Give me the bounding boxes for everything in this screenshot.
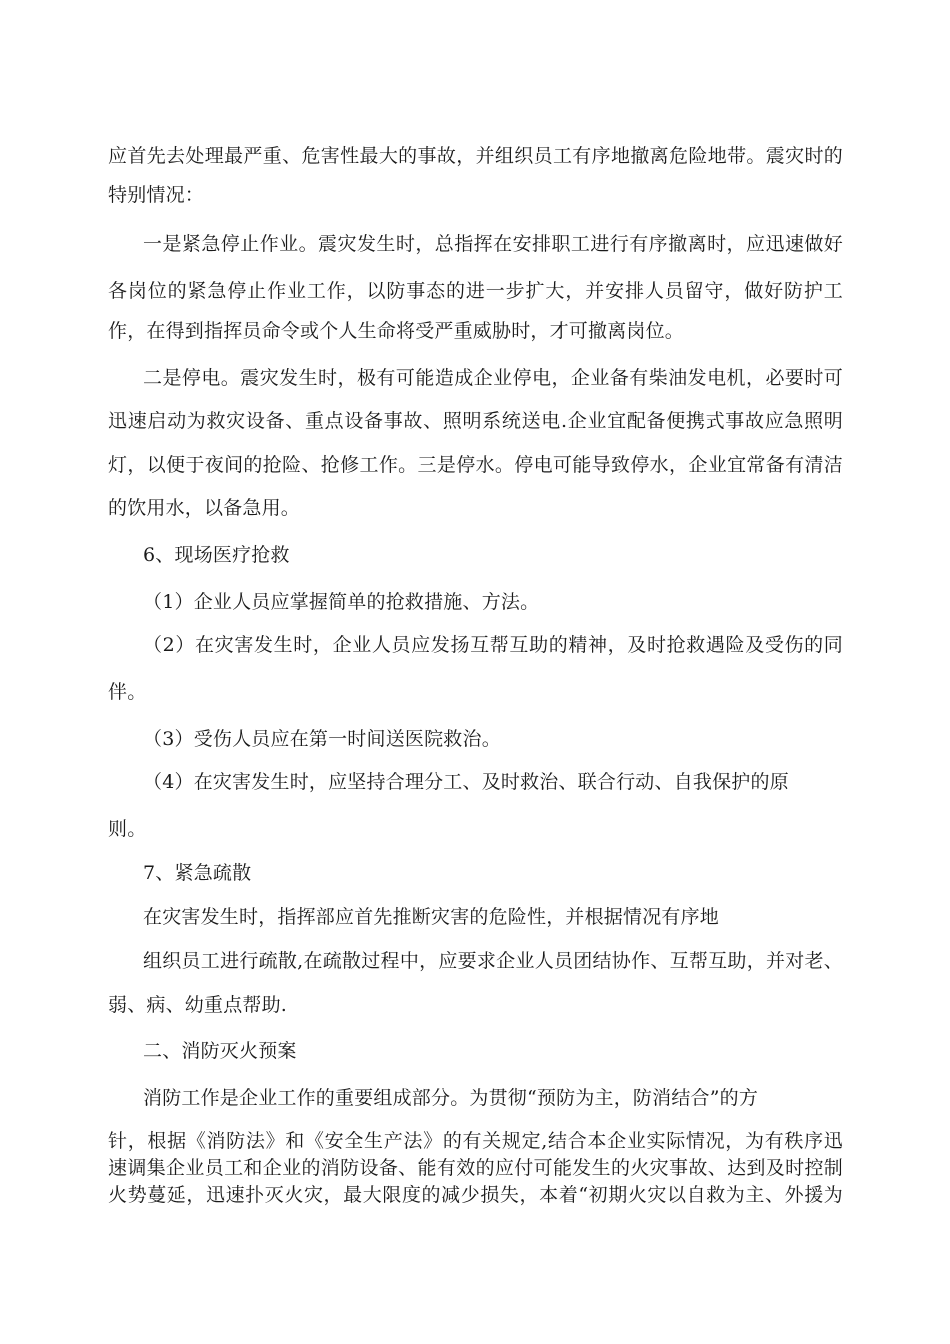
paragraph-emergency-stop-line-2: 各岗位的紧急停止作业工作，以防事态的进一步扩大，并安排人员留守，做好防护工 <box>108 280 843 302</box>
list-item-2-line-1: （2）在灾害发生时，企业人员应发扬互帮互助的精神，及时抢救遇险及受伤的同 <box>143 634 843 656</box>
paragraph-fire-line-4: 火势蔓延，迅速扑灭火灾，最大限度的减少损失，本着“初期火灾以自救为主、外援为 <box>108 1184 843 1206</box>
list-item-4-line-2: 则。 <box>108 818 147 840</box>
paragraph-power-outage-line-4: 的饮用水，以备急用。 <box>108 497 301 519</box>
paragraph-evacuation-line-1: 在灾害发生时，指挥部应首先推断灾害的危险性，并根据情况有序地 <box>143 906 720 928</box>
body-line-1: 应首先去处理最严重、危害性最大的事故，并组织员工有序地撤离危险地带。震灾时的 <box>108 145 843 167</box>
paragraph-emergency-stop-line-3: 作，在得到指挥员命令或个人生命将受严重威胁时，才可撤离岗位。 <box>108 320 685 342</box>
section-heading-evacuation: 7、紧急疏散 <box>143 862 252 884</box>
paragraph-power-outage-line-3: 灯，以便于夜间的抢险、抢修工作。三是停水。停电可能导致停水，企业宜常备有清洁 <box>108 454 843 476</box>
paragraph-power-outage-line-1: 二是停电。震灾发生时，极有可能造成企业停电，企业备有柴油发电机，必要时可 <box>143 367 843 389</box>
paragraph-evacuation-line-2: 组织员工进行疏散,在疏散过程中，应要求企业人员团结协作、互帮互助，并对老、 <box>143 950 843 972</box>
list-item-4-line-1: （4）在灾害发生时，应坚持合理分工、及时救治、联合行动、自我保护的原 <box>143 771 789 793</box>
section-heading-medical-rescue: 6、现场医疗抢救 <box>143 544 290 566</box>
list-item-2-line-2: 伴。 <box>108 681 147 703</box>
body-line-2: 特别情况： <box>108 184 205 206</box>
list-item-3: （3）受伤人员应在第一时间送医院救治。 <box>143 728 501 750</box>
paragraph-fire-line-2: 针，根据《消防法》和《安全生产法》的有关规定,结合本企业实际情况，为有秩序迅 <box>108 1130 843 1152</box>
section-heading-fire-plan: 二、消防灭火预案 <box>143 1040 297 1062</box>
paragraph-emergency-stop-line-1: 一是紧急停止作业。震灾发生时，总指挥在安排职工进行有序撤离时，应迅速做好 <box>143 233 843 255</box>
paragraph-power-outage-line-2: 迅速启动为救灾设备、重点设备事故、照明系统送电.企业宜配备便携式事故应急照明 <box>108 410 843 432</box>
paragraph-fire-line-1: 消防工作是企业工作的重要组成部分。为贯彻“预防为主，防消结合”的方 <box>143 1087 759 1109</box>
paragraph-evacuation-line-3: 弱、病、幼重点帮助. <box>108 994 288 1016</box>
list-item-1: （1）企业人员应掌握简单的抢救措施、方法。 <box>143 591 540 613</box>
paragraph-fire-line-3: 速调集企业员工和企业的消防设备、能有效的应付可能发生的火灾事故、达到及时控制 <box>108 1157 843 1179</box>
